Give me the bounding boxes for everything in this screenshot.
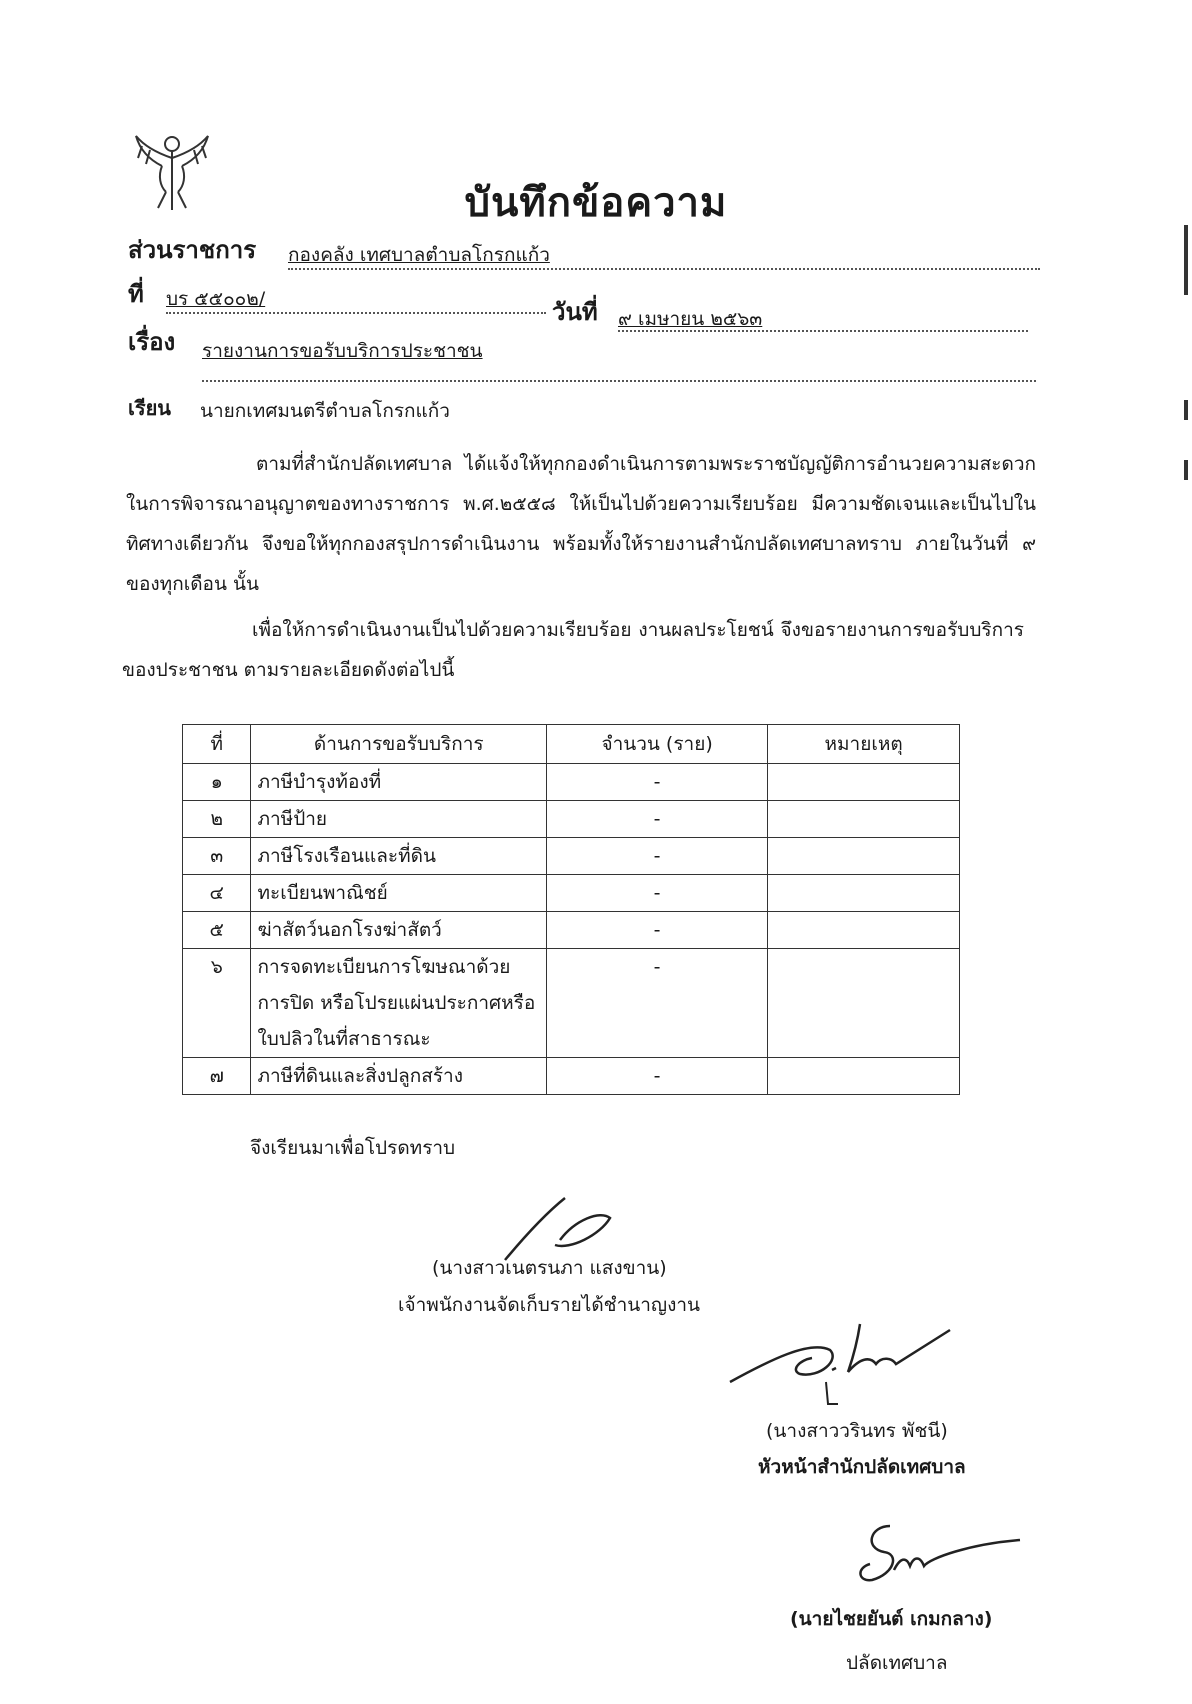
body-paragraph-2: เพื่อให้การดำเนินงานเป็นไปด้วยความเรียบร้อย งานผลประโยชน์ จึงขอรายงานการขอรับบริการของประชาชน ตามรายละเอียดดังต่อไปนี้: [122, 619, 1024, 681]
row-note: [768, 801, 960, 838]
subject-dotted-line: [202, 380, 1036, 382]
row-service: ทะเบียนพาณิชย์: [251, 875, 547, 912]
signature-2: [720, 1300, 960, 1420]
signer-3-position: ปลัดเทศบาล: [846, 1652, 948, 1674]
table-row: [183, 912, 960, 949]
scan-edge-mark: [1184, 400, 1188, 420]
to-value: นายกเทศมนตรีตำบลโกรกแก้ว: [200, 400, 450, 422]
row-count: -: [547, 912, 768, 949]
ref-value: บร ๕๕๐๐๒/: [166, 288, 266, 310]
table-row: [183, 801, 960, 838]
date-label: วันที่: [552, 298, 598, 326]
ref-dotted-line: [166, 312, 546, 314]
row-count: -: [547, 949, 768, 1058]
date-value: ๙ เมษายน ๒๕๖๓: [618, 308, 763, 330]
row-no: ๕: [183, 912, 251, 949]
row-count: -: [547, 875, 768, 912]
agency-value: กองคลัง เทศบาลตำบลโกรกแก้ว: [288, 244, 550, 266]
table-row: [183, 949, 960, 1058]
row-no: ๓: [183, 838, 251, 875]
row-no: ๔: [183, 875, 251, 912]
service-table: [182, 724, 960, 1095]
body-paragraph-1: ตามที่สำนักปลัดเทศบาล ได้แจ้งให้ทุกกองดำเนินการตามพระราชบัญญัติการอำนวยความสะดวกในการพิจารณาอนุญาตของทางราชการ พ.ศ.๒๕๕๘ ให้เป็นไปด้วยความเรียบร้อย มีความชัดเจนและเป็นไปในทิศทางเดียวกัน จึงขอให้ทุกกองสรุปการดำเนินงาน พร้อมทั้งให้รายงานสำนักปลัดเทศบาลทราบ ภายในวันที่ ๙ ของทุกเดือน นั้น: [126, 453, 1036, 595]
row-count: -: [547, 801, 768, 838]
row-note: [768, 764, 960, 801]
row-note: [768, 912, 960, 949]
scan-edge-mark: [1184, 225, 1188, 295]
signer-1-name: (นางสาวเนตรนภา แสงขาน): [432, 1257, 667, 1279]
row-no: ๖: [183, 949, 251, 1058]
row-note: [768, 875, 960, 912]
ref-label: ที่: [128, 280, 144, 308]
to-label: เรียน: [128, 396, 171, 420]
scan-edge-mark: [1184, 460, 1188, 480]
signer-2-name: (นางสาววรินทร พัชนี): [766, 1420, 948, 1442]
table-header-row: [183, 725, 960, 764]
row-note: [768, 949, 960, 1058]
row-service: ภาษีที่ดินและสิ่งปลูกสร้าง: [251, 1058, 547, 1095]
date-dotted-line: [618, 330, 1028, 332]
agency-label: ส่วนราชการ: [128, 236, 257, 264]
signer-2-position: หัวหน้าสำนักปลัดเทศบาล: [758, 1456, 966, 1478]
row-count: -: [547, 764, 768, 801]
subject-label: เรื่อง: [128, 328, 176, 356]
row-no: ๑: [183, 764, 251, 801]
table-row: [183, 875, 960, 912]
header-count: จำนวน (ราย): [547, 725, 768, 764]
header-service: ด้านการขอรับบริการ: [251, 725, 547, 764]
page-title: บันทึกข้อความ: [464, 180, 728, 226]
signer-3-name: (นายไชยยันต์ เกมกลาง): [790, 1608, 993, 1630]
table-row: [183, 1058, 960, 1095]
subject-value: รายงานการขอรับบริการประชาชน: [202, 340, 483, 362]
row-service: การจดทะเบียนการโฆษณาด้วยการปิด หรือโปรยแผ่นประกาศหรือใบปลิวในที่สาธารณะ: [251, 949, 547, 1058]
closing-text: จึงเรียนมาเพื่อโปรดทราบ: [250, 1137, 456, 1159]
row-note: [768, 838, 960, 875]
row-service: ภาษีบำรุงท้องที่: [251, 764, 547, 801]
row-service: ภาษีโรงเรือนและที่ดิน: [251, 838, 547, 875]
table-row: [183, 838, 960, 875]
header-note: หมายเหตุ: [768, 725, 960, 764]
header-no: ที่: [183, 725, 251, 764]
row-count: -: [547, 1058, 768, 1095]
row-count: -: [547, 838, 768, 875]
row-service: ฆ่าสัตว์นอกโรงฆ่าสัตว์: [251, 912, 547, 949]
table-row: [183, 764, 960, 801]
row-service: ภาษีป้าย: [251, 801, 547, 838]
row-no: ๒: [183, 801, 251, 838]
agency-dotted-line: [288, 268, 1040, 270]
row-note: [768, 1058, 960, 1095]
signature-3: [850, 1518, 1030, 1608]
row-no: ๗: [183, 1058, 251, 1095]
signer-1-position: เจ้าพนักงานจัดเก็บรายได้ชำนาญงาน: [398, 1294, 701, 1316]
